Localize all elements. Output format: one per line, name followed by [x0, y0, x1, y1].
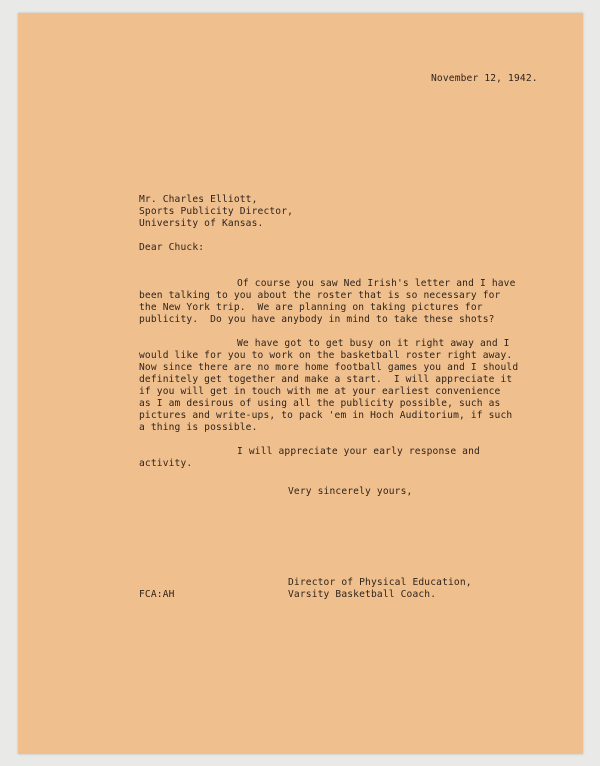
signature-subtitle: Varsity Basketball Coach. [288, 589, 437, 600]
paragraph1-line: the New York trip. We are planning on taking pictures for [139, 302, 483, 313]
paragraph2-line: if you will get in touch with me at your earliest convenience [139, 386, 501, 397]
paragraph2-line: would like for you to work on the basketball roster right away. [139, 350, 513, 361]
paragraph2-line: We have got to get busy on it right away and I [237, 338, 510, 349]
paragraph3-line: activity. [139, 458, 193, 469]
letter-page [18, 13, 583, 754]
salutation: Dear Chuck: [139, 242, 205, 253]
paragraph3-line: I will appreciate your early response and [237, 446, 480, 457]
paragraph2-line: Now since there are no more home football games you and I should [139, 362, 519, 373]
reference-initials: FCA:AH [139, 589, 175, 600]
paragraph2-line: as I am desirous of using all the publicity possible, such as [139, 398, 501, 409]
closing: Very sincerely yours, [288, 486, 413, 497]
signature-title: Director of Physical Education, [288, 577, 472, 588]
paragraph1-line: Of course you saw Ned Irish's letter and I have [237, 278, 516, 289]
recipient-title: Sports Publicity Director, [139, 206, 294, 217]
paragraph1-line: been talking to you about the roster that is so necessary for [139, 290, 501, 301]
paragraph2-line: pictures and write-ups, to pack 'em in Hoch Auditorium, if such [139, 410, 513, 421]
recipient-institution: University of Kansas. [139, 218, 264, 229]
paragraph2-line: definitely get together and make a start. I will appreciate it [139, 374, 513, 385]
paragraph2-line: a thing is possible. [139, 422, 258, 433]
letter-date: November 12, 1942. [431, 73, 538, 84]
recipient-name: Mr. Charles Elliott, [139, 194, 258, 205]
paragraph1-line: publicity. Do you have anybody in mind to take these shots? [139, 314, 495, 325]
